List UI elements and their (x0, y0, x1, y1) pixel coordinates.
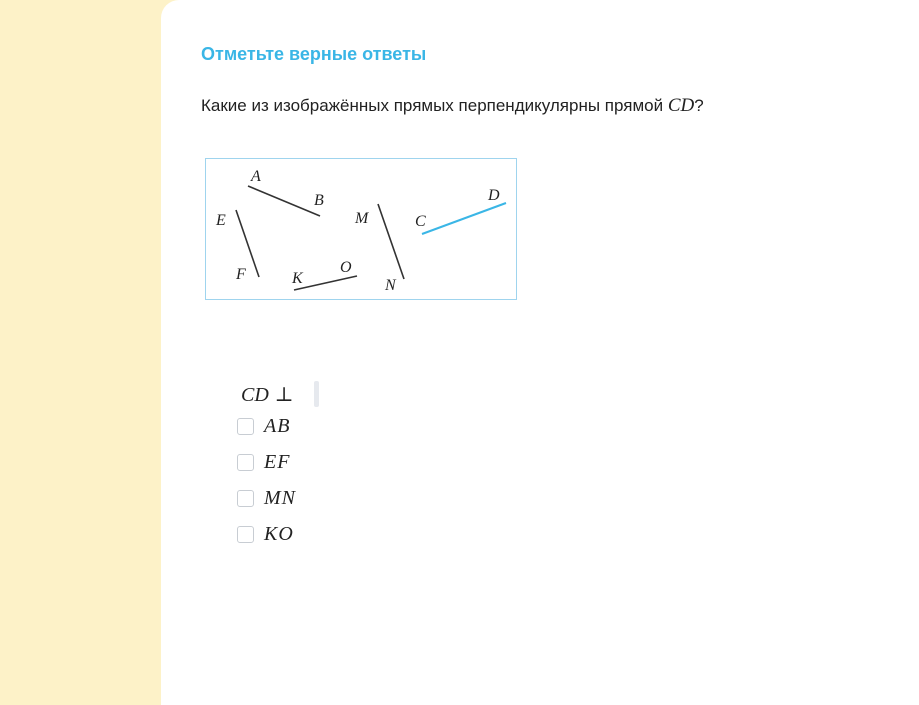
option-ab[interactable] (237, 408, 319, 444)
answer-block (237, 380, 319, 552)
label-m: M (355, 210, 369, 227)
label-b: B (314, 192, 324, 209)
task-heading: Отметьте верные ответы (201, 44, 427, 64)
left-rail (0, 0, 161, 705)
label-o: O (340, 259, 352, 276)
label-d: D (488, 187, 500, 204)
answer-slot (314, 381, 319, 407)
label-k: K (292, 270, 303, 287)
answer-prefix-cd: CD (241, 383, 269, 406)
option-label-mn: MN (264, 486, 296, 509)
question-math: CD (667, 95, 695, 116)
label-a: A (251, 168, 261, 185)
checkbox-ab[interactable] (237, 418, 254, 435)
option-label-ef: EF (264, 450, 291, 473)
checkbox-ko[interactable] (237, 526, 254, 543)
label-n: N (385, 277, 396, 294)
question-text: Какие из изображённых прямых перпендикулярны прямой (201, 96, 668, 115)
answer-prefix (241, 382, 294, 407)
option-mn[interactable] (237, 480, 319, 516)
question-end: ? (694, 96, 704, 115)
perp-symbol: ⊥ (274, 383, 294, 406)
option-ko[interactable] (237, 516, 319, 552)
option-ef[interactable] (237, 444, 319, 480)
label-c: C (415, 213, 426, 230)
option-label-ab: AB (264, 414, 291, 437)
segment-ko (294, 276, 357, 290)
checkbox-mn[interactable] (237, 490, 254, 507)
lines-figure (205, 158, 517, 300)
label-f: F (236, 266, 246, 283)
answer-prefix-row (237, 380, 319, 408)
task-card (161, 0, 919, 705)
lines-figure-svg (206, 159, 518, 301)
option-label-ko: KO (264, 522, 294, 545)
checkbox-ef[interactable] (237, 454, 254, 471)
label-e: E (216, 212, 226, 229)
segment-mn (378, 204, 404, 279)
segment-ab (248, 186, 320, 216)
segment-cd (422, 203, 506, 234)
question (201, 95, 704, 117)
